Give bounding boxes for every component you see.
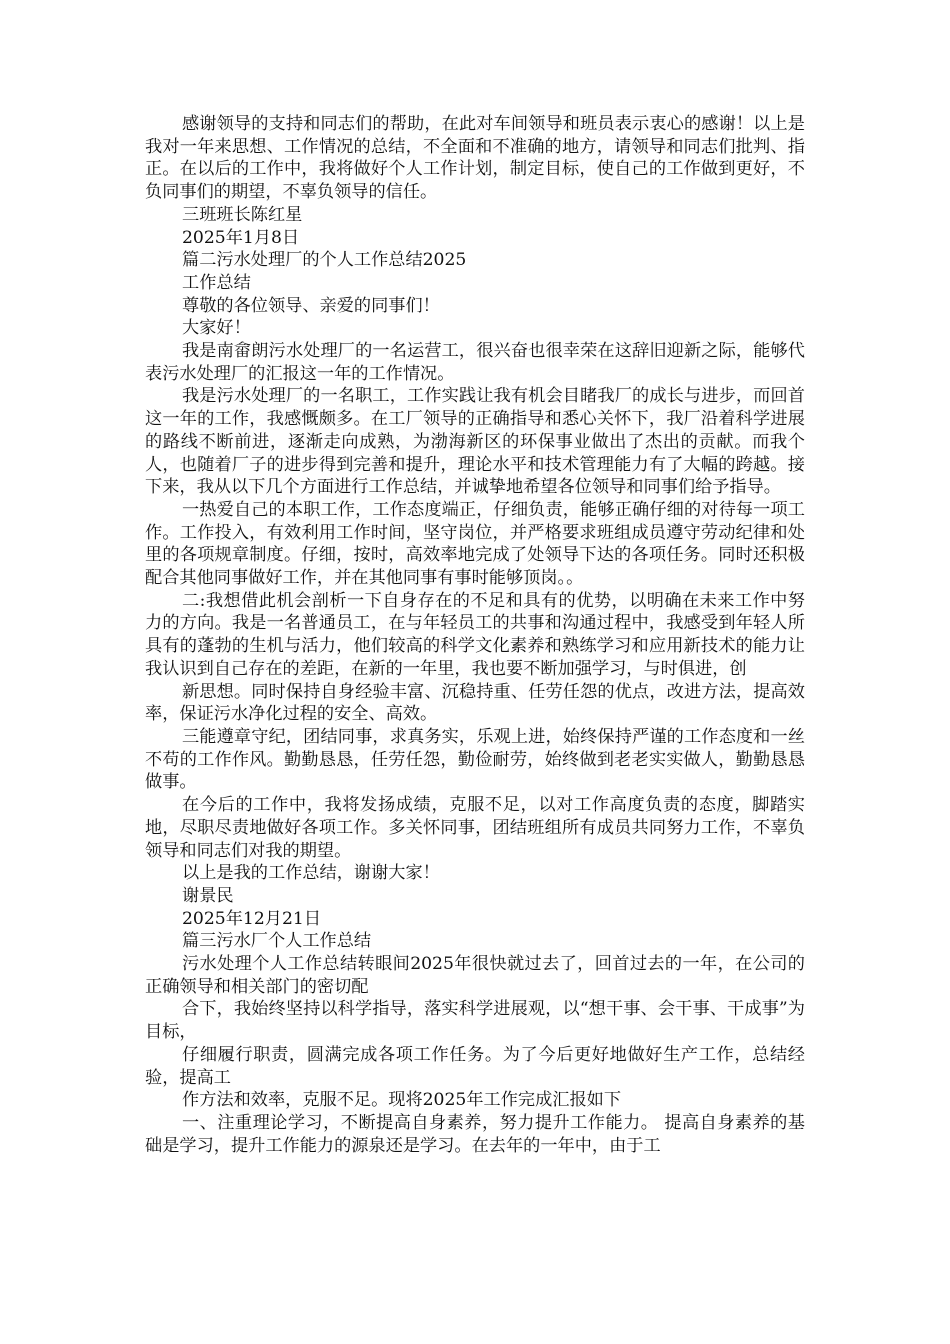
signature-name-2: 谢景民 — [182, 885, 234, 906]
signature-name-1: 三班班长陈红星 — [182, 204, 303, 225]
paragraph-future: 在今后的工作中，我将发扬成绩，克服不足，以对工作高度负责的态度，脚踏实地，尽职尽责地做好各项工作。多关怀同事，团结班组所有成员共同努力工作，不辜负领导和同志们对我的期望。 — [145, 795, 805, 861]
paragraph-point-2: 二:我想借此机会剖析一下自身存在的不足和具有的优势，以明确在未来工作中努力的方向。我是一名普通员工，在与年轻员工的共事和沟通过程中，我感受到年轻人所具有的蓬勃的生机与活力，他们较高的科学文化素养和熟练学习和应用新技术的能力让我认识到自己存在的差距，在新的一年里，我也要不断加强学习，与时俱进，创 — [145, 590, 805, 679]
paragraph-section-3-intro: 污水处理个人工作总结转眼间2025年很快就过去了，回首过去的一年，在公司的正确领导和相关部门的密切配 — [145, 954, 805, 997]
paragraph-point-2-continued: 新思想。同时保持自身经验丰富、沉稳持重、任劳任怨的优点，改进方法，提高效率，保证污水净化过程的安全、高效。 — [145, 681, 805, 725]
paragraph-overview: 我是污水处理厂的一名职工，工作实践让我有机会目睹我厂的成长与进步，而回首这一年的工作，我感慨颇多。在工厂领导的正确指导和悉心关怀下，我厂沿着科学进展的路线不断前进，逐渐走向成熟，为渤海新区的环保事业做出了杰出的贡献。而我个人，也随着厂子的进步得到完善和提升，理论水平和技术管理能力有了大幅的跨越。接下来，我从以下几个方面进行工作总结，并诚挚地希望各位领导和同事们给予指导。 — [145, 386, 805, 498]
paragraph-section-3-line-2: 合下，我始终坚持以科学指导，落实科学进展观，以“想干事、会干事、干成事”为目标， — [145, 999, 805, 1043]
salutation: 尊敬的各位领导、亲爱的同事们！ — [182, 295, 440, 316]
paragraph-section-3-line-4: 作方法和效率，克服不足。现将2025年工作完成汇报如下 — [182, 1090, 622, 1111]
document-body — [145, 113, 805, 1157]
greeting: 大家好！ — [182, 318, 251, 339]
paragraph-point-1: 一热爱自己的本职工作，工作态度端正，仔细负责，能够正确仔细的对待每一项工作。工作投入，有效利用工作时间，坚守岗位，并严格要求班组成员遵守劳动纪律和处里的各项规章制度。仔细，按时，高效率地完成了处领导下达的各项任务。同时还积极配合其他同事做好工作，并在其他同事有事时能够顶岗。。 — [145, 499, 805, 589]
section-subtitle-2: 工作总结 — [182, 272, 251, 293]
signature-date-1: 2025年1月8日 — [182, 227, 300, 248]
signature-date-2: 2025年12月21日 — [182, 908, 322, 929]
paragraph-intro: 我是南畲朗污水处理厂的一名运营工，很兴奋也很幸荣在这辞旧迎新之际，能够代表污水处理厂的汇报这一年的工作情况。 — [145, 341, 805, 384]
paragraph-section-3-point-1: 一、注重理论学习，不断提高自身素养，努力提升工作能力。 提高自身素养的基础是学习，提升工作能力的源泉还是学习。在去年的一年中，由于工 — [145, 1112, 805, 1156]
section-title-2: 篇二污水处理厂的个人工作总结2025 — [182, 250, 467, 271]
section-title-3: 篇三污水厂个人工作总结 — [182, 931, 372, 952]
paragraph-closing: 以上是我的工作总结，谢谢大家！ — [182, 863, 440, 884]
paragraph-thanks-closing: 感谢领导的支持和同志们的帮助，在此对车间领导和班员表示衷心的感谢！以上是我对一年来思想、工作情况的总结，不全面和不准确的地方，请领导和同志们批判、指正。在以后的工作中，我将做好个人工作计划，制定目标，使自己的工作做到更好，不负同事们的期望，不辜负领导的信任。 — [145, 114, 805, 203]
paragraph-point-3: 三能遵章守纪，团结同事，求真务实，乐观上进，始终保持严谨的工作态度和一丝不苟的工作作风。勤勤恳恳，任劳任怨，勤俭耐劳，始终做到老老实实做人，勤勤恳恳做事。 — [145, 726, 805, 793]
paragraph-section-3-line-3: 仔细履行职责，圆满完成各项工作任务。为了今后更好地做好生产工作，总结经验，提高工 — [145, 1044, 805, 1088]
